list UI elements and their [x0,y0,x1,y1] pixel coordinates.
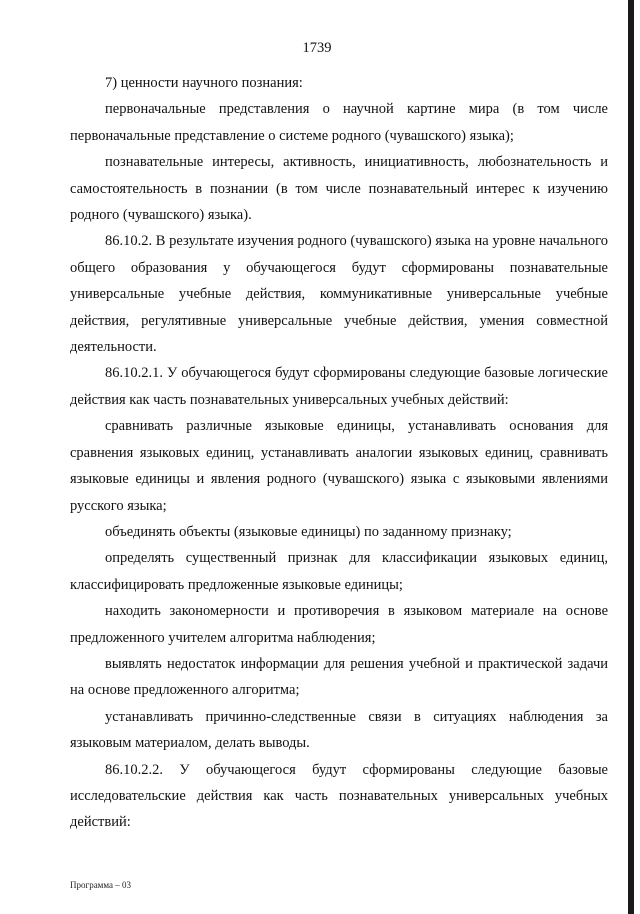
page-number: 1739 [302,40,332,56]
paragraph: объединять объекты (языковые единицы) по заданному признаку; [105,523,512,540]
paragraph-values-heading: 7) ценности научного познания: [105,75,303,91]
paragraph: находить закономерности и противоречия в языковом материале на основе предложенного учителем алгоритма наблюдения; [70,603,608,646]
paragraph: устанавливать причинно-следственные связи в ситуациях наблюдения за языковым материалом, делать выводы. [70,708,608,752]
document-body [70,70,608,836]
paragraph: выявлять недостаток информации для решения учебной и практической задачи на основе предложенного алгоритма; [70,655,608,699]
paragraph-section-86-10-2: 86.10.2. В результате изучения родного (чувашского) языка на уровне начального общего образования у обучающегося будут сформированы познавательные универсальные учебные действия, коммуникативные универсальные учебные действия, регулятивные универсальные учебные действия, умения совместной деятельности. [70,233,608,356]
paragraph-section-86-10-2-2: 86.10.2.2. У обучающегося будут сформированы следующие базовые исследовательские действия как часть познавательных универсальных учебных действий: [70,761,608,831]
paragraph-section-86-10-2-1: 86.10.2.1. У обучающегося будут сформированы следующие базовые логические действия как часть познавательных универсальных учебных действий: [70,365,608,408]
paragraph: определять существенный признак для классификации языковых единиц, классифицировать предложенные языковые единицы; [70,550,608,593]
paragraph: первоначальные представления о научной картине мира (в том числе первоначальные представление о системе родного (чувашского) языка); [70,101,608,144]
paragraph: сравнивать различные языковые единицы, устанавливать основания для сравнения языковых единиц, устанавливать аналогии языковых единиц, сравнивать языковые единицы и явления родного (чувашского) языка с языковыми явлениями русского языка; [70,418,608,514]
paragraph: познавательные интересы, активность, инициативность, любознательность и самостоятельность в познании (в том числе познавательный интерес к изучению родного (чувашского) языка). [70,154,608,224]
footer-program-code: Программа – 03 [70,880,132,890]
